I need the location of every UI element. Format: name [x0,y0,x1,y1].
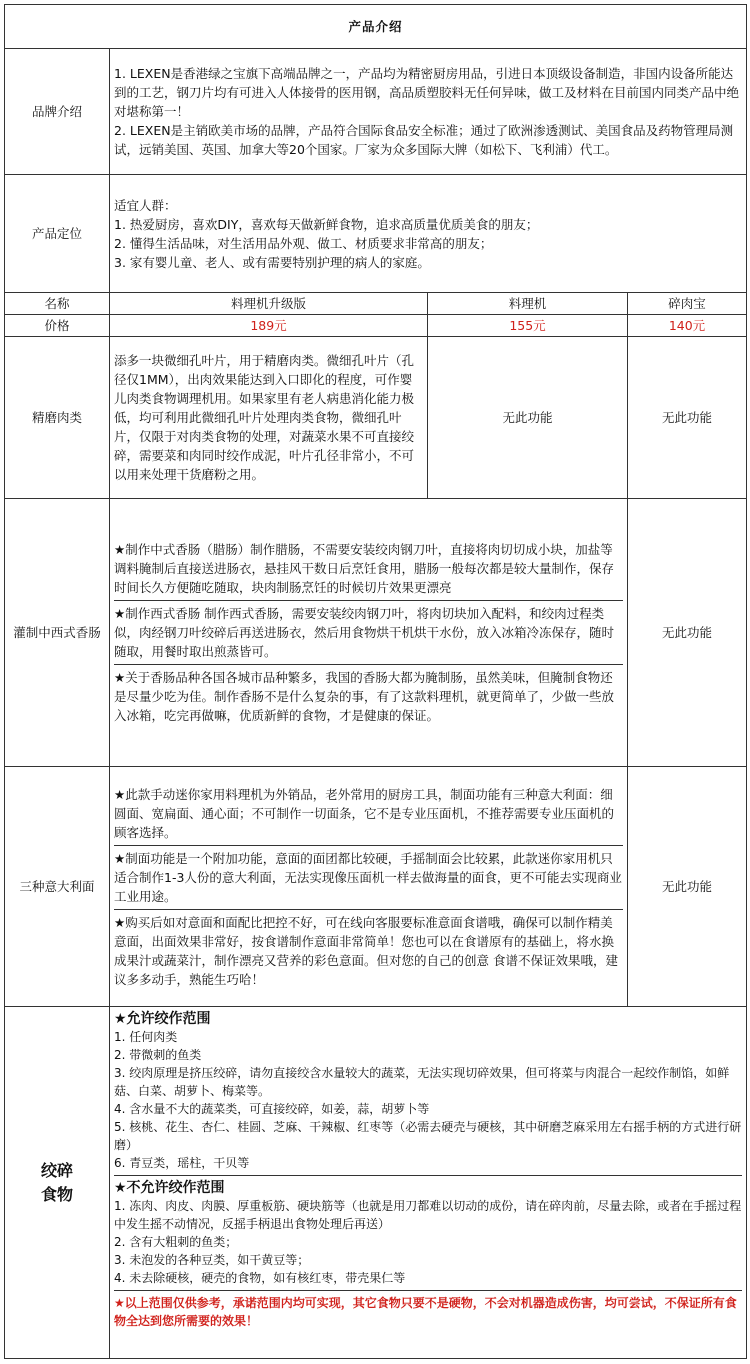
forbidden-item: 3. 未泡发的各种豆类，如干黄豆等； [114,1253,310,1267]
pasta-content [110,767,628,1007]
grinding-label-line-1: 绞碎 [40,1160,73,1180]
allowed-item: 6. 青豆类，瑶柱，干贝等 [114,1156,250,1170]
fine-mince-label: 精磨肉类 [5,337,110,499]
grinding-label [5,1007,110,1359]
sausage-content [110,499,628,767]
brand-content [110,49,747,175]
forbidden-item: 4. 未去除硬核，硬壳的食物，如有核红枣，带壳果仁等 [114,1271,406,1285]
grinding-allowed [114,1007,742,1175]
positioning-line-2: 1. 热爱厨房，喜欢DIY，喜欢每天做新鲜食物，追求高质量优质美食的朋友； [114,216,539,232]
positioning-line-1: 适宜人群： [114,197,177,213]
product-price-3: 140元 [628,315,747,337]
allowed-item: 4. 含水量不大的蔬菜类，可直接绞碎，如姜，蒜，胡萝卜等 [114,1102,430,1116]
allowed-item: 5. 核桃、花生、杏仁、桂圆、芝麻、干辣椒、红枣等（必需去硬壳与硬核，其中研磨芝麻采用左右摇手柄的方式进行研磨） [114,1120,742,1152]
product-price-2: 155元 [428,315,628,337]
brand-line-1: 1. LEXEN是香港绿之宝旗下高端品牌之一，产品均为精密厨房用品，引进日本顶级设备制造，非国内设备所能达到的工艺，钢刀片均有可进入人体接骨的医用钢，高品质塑胶料无任何异味，做工及材料在目前国内同类产品中绝对堪称第一！ [114,66,740,119]
allowed-item: 3. 绞肉原理是挤压绞碎，请勿直接绞含水量较大的蔬菜，无法实现切碎效果，但可将菜与肉混合一起绞作制馅，如鲜菇、白菜、胡萝卜、梅菜等。 [114,1066,730,1098]
forbidden-item: 1. 冻肉、肉皮、肉膜、厚重板筋、硬块筋等（也就是用刀都难以切动的成份，请在碎肉前，尽量去除，或者在手摇过程中发生摇不动情况，反摇手柄退出食物处理后再送） [114,1199,742,1231]
product-intro-table [4,4,747,1359]
product-name-3: 碎肉宝 [628,293,747,315]
title-row [5,5,747,49]
positioning-row [5,175,747,293]
product-name-2: 料理机 [428,293,628,315]
pasta-nofunc: 无此功能 [628,767,747,1007]
sausage-nofunc: 无此功能 [628,499,747,767]
fine-mince-text: 添多一块微细孔叶片，用于精磨肉类。微细孔叶片（孔径仅1MM），出肉效果能达到入口即化的程度，可作婴儿肉类食物调理机用。如果家里有老人病患消化能力极低，均可利用此微细孔叶片处理肉类食物，微细孔叶片，仅限于对肉类食物的处理，对蔬菜水果不可直接绞碎，需要菜和肉同时绞作成泥，叶片孔径非常小，不可以用来处理干货磨粉之用。 [110,337,428,499]
grinding-row [5,1007,747,1359]
pasta-label: 三种意大利面 [5,767,110,1007]
sausage-block-1: ★制作中式香肠（腊肠）制作腊肠，不需要安装绞肉钢刀叶，直接将肉切切成小块，加盐等调料腌制后直接送进肠衣，悬挂风干数日后烹饪食用，腊肠一般每次都是较大量制作，保存时间长久方便随吃随取，块肉制肠烹饪的时候切片效果更漂亮 [114,542,615,595]
brand-row [5,49,747,175]
pasta-block-2: ★制面功能是一个附加功能，意面的面团都比较硬，手摇制面会比较累，此款迷你家用机只适合制作1-3人份的意大利面，无法实现像压面机一样去做海量的面食，更不可能去实现商业工业用途。 [114,845,623,909]
name-label: 名称 [5,293,110,315]
fine-mince-col3: 无此功能 [628,337,747,499]
sausage-label: 灌制中西式香肠 [5,499,110,767]
allowed-title: ★允许绞作范围 [114,1011,211,1027]
product-price-1: 189元 [110,315,428,337]
positioning-line-3: 2. 懂得生活品味，对生活用品外观、做工、材质要求非常高的朋友； [114,235,493,251]
sausage-row [5,499,747,767]
pasta-block-1: ★此款手动迷你家用料理机为外销品，老外常用的厨房工具，制面功能有三种意大利面：细圆面、宽扁面、通心面；不可制作一切面条，它不是专业压面机，不推荐需要专业压面机的顾客选择。 [114,786,615,840]
positioning-label: 产品定位 [5,175,110,293]
allowed-item: 1. 任何肉类 [114,1030,178,1044]
pasta-block-3: ★购买后如对意面和面配比把控不好，可在线向客服要标准意面食谱哦，确保可以制作精美意面，出面效果非常好，按食谱制作意面非常简单！您也可以在食谱原有的基础上，将水换成果汁或蔬菜汁，制作漂亮又营养的彩色意面。但对您的自己的创意 食谱不保证效果哦，建议多多动手，熟能生巧哈！ [114,909,623,992]
page-title: 产品介绍 [5,5,747,49]
grinding-note: ★以上范围仅供参考，承诺范围内均可实现，其它食物只要不是硬物，不会对机器造成伤害，均可尝试，不保证所有食物全达到您所需要的效果！ [114,1290,742,1333]
name-row [5,293,747,315]
product-name-1: 料理机升级版 [110,293,428,315]
sausage-block-3: ★关于香肠品种各国各城市品种繁多，我国的香肠大都为腌制肠，虽然美味，但腌制食物还是尽量少吃为佳。制作香肠不是什么复杂的事，有了这款料理机，就更简单了，少做一些放入冰箱，吃完再做嘛，优质新鲜的食物，才是健康的保证。 [114,664,623,728]
fine-mince-row [5,337,747,499]
price-row [5,315,747,337]
brand-line-2: 2. LEXEN是主销欧美市场的品牌，产品符合国际食品安全标准；通过了欧洲渗透测试、美国食品及药物管理局测试，远销美国、英国、加拿大等20个国家。厂家为众多国际大牌（如松下、飞利浦）代工。 [114,123,734,157]
positioning-line-4: 3. 家有婴儿童、老人、或有需要特别护理的病人的家庭。 [114,254,430,270]
brand-label: 品牌介绍 [5,49,110,175]
grinding-label-line-2: 食物 [40,1184,73,1204]
grinding-forbidden [114,1175,742,1290]
sausage-block-2: ★制作西式香肠 制作西式香肠，需要安装绞肉钢刀叶，将肉切块加入配料，和绞肉过程类似，肉经钢刀叶绞碎后再送进肠衣，然后用食物烘干机烘干水份，放入冰箱冷冻保存，随时随取，用餐时取出煎蒸皆可。 [114,600,623,664]
allowed-item: 2. 带微刺的鱼类 [114,1048,202,1062]
price-label: 价格 [5,315,110,337]
fine-mince-col2: 无此功能 [428,337,628,499]
pasta-row [5,767,747,1007]
forbidden-item: 2. 含有大粗刺的鱼类； [114,1235,238,1249]
forbidden-title: ★不允许绞作范围 [114,1180,225,1196]
positioning-content [110,175,747,293]
grinding-content [110,1007,747,1359]
